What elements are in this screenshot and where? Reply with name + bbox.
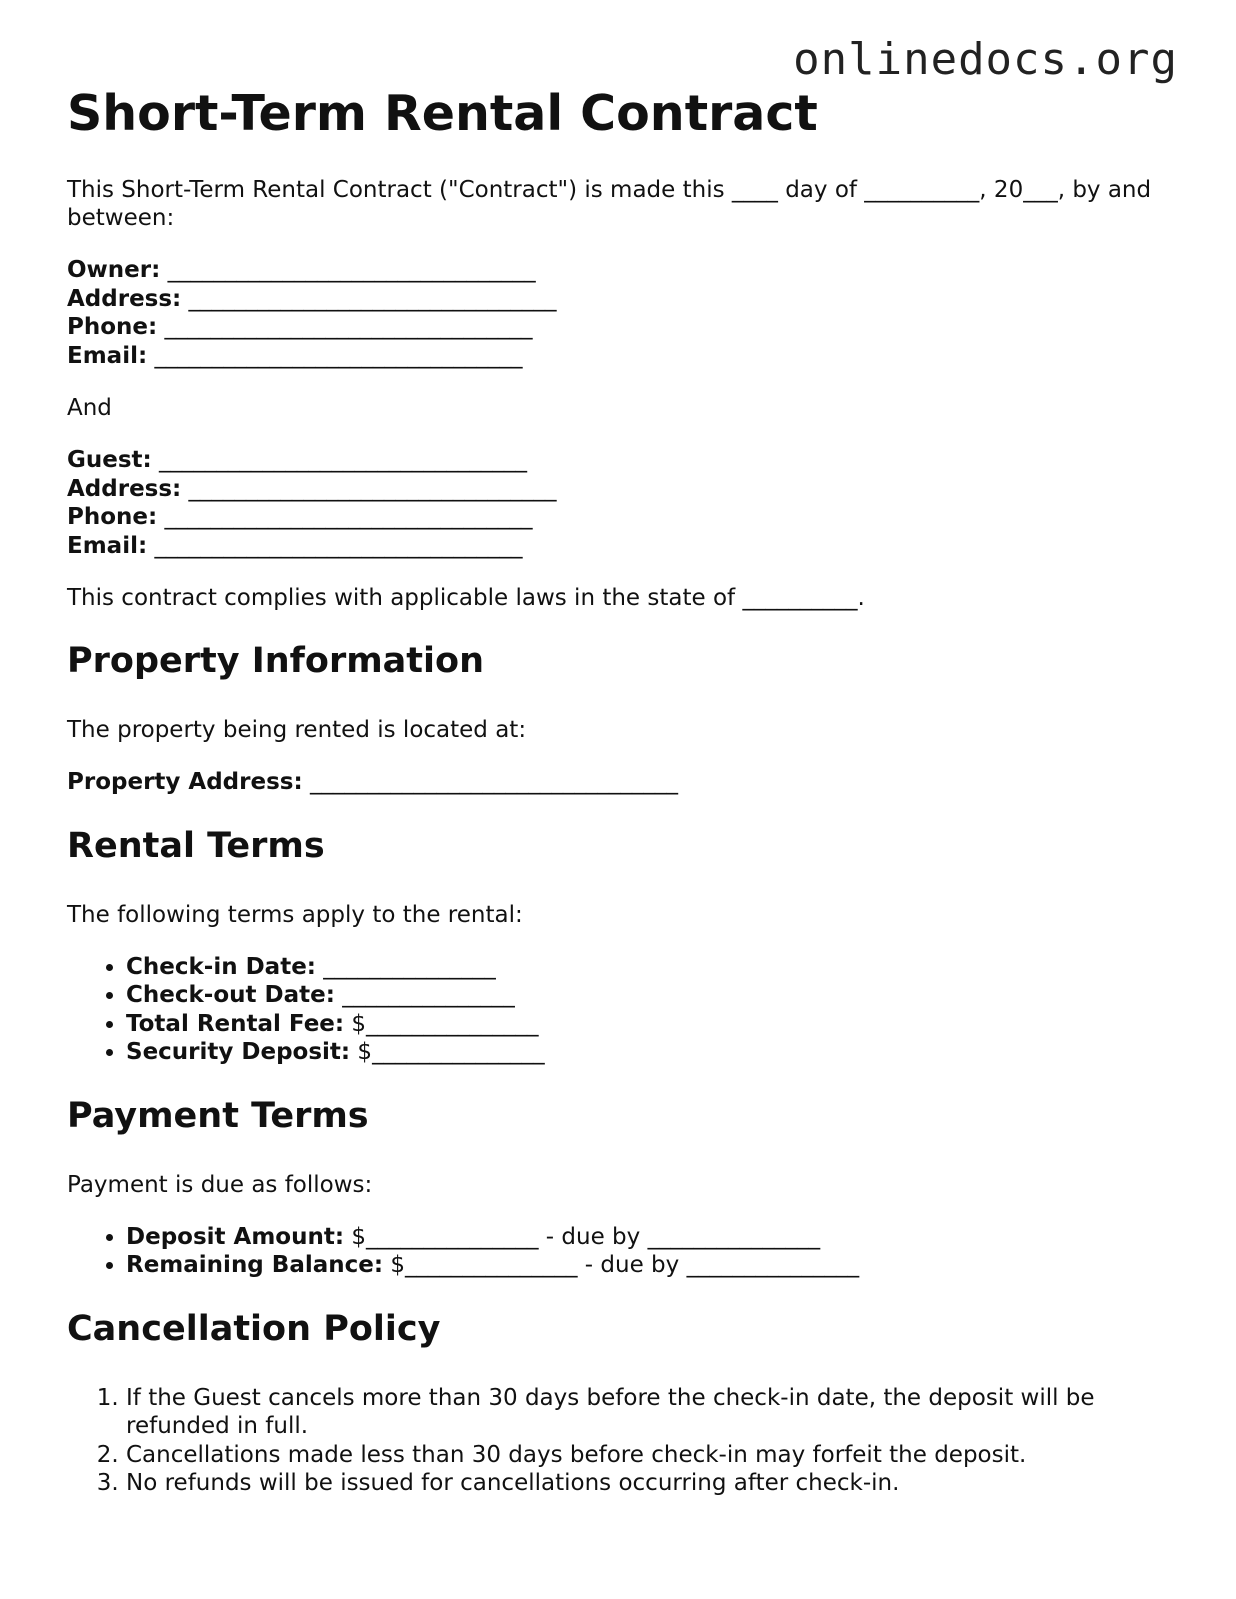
rental-fee-label: Total Rental Fee: (126, 1010, 345, 1037)
guest-phone-label: Phone: (67, 504, 158, 531)
guest-email-label: Email: (67, 532, 148, 559)
property-address-row (67, 768, 1177, 797)
checkin-line: _______________ (316, 953, 496, 980)
list-item (126, 1251, 1177, 1280)
guest-email-row (67, 532, 1177, 561)
checkin-label: Check-in Date: (126, 953, 316, 980)
property-heading: Property Information (67, 641, 484, 682)
guest-name-line: ________________________________ (151, 447, 528, 474)
guest-address-row (67, 475, 1177, 504)
watermark: onlinedocs.org (793, 34, 1178, 85)
guest-address-line: ________________________________ (181, 475, 557, 502)
intro-paragraph: This Short-Term Rental Contract ("Contract") is made this ____ day of __________, 20___, by and between: (67, 177, 1152, 232)
list-item (126, 1038, 1177, 1067)
payment-terms-heading: Payment Terms (67, 1095, 369, 1136)
owner-email-row (67, 342, 1177, 371)
rental-terms-intro: The following terms apply to the rental: (67, 901, 523, 928)
deposit-amount-label: Deposit Amount: (126, 1223, 345, 1250)
remaining-balance-label: Remaining Balance: (126, 1252, 384, 1279)
guest-phone-row (67, 503, 1177, 532)
property-intro: The property being rented is located at: (67, 717, 527, 744)
cancellation-heading: Cancellation Policy (67, 1308, 441, 1349)
payment-terms-list (67, 1223, 1177, 1280)
owner-block (67, 256, 1177, 370)
security-deposit-label: Security Deposit: (126, 1039, 351, 1066)
list-item (126, 1223, 1177, 1252)
guest-row (67, 446, 1177, 475)
owner-phone-label: Phone: (67, 314, 158, 341)
checkout-line: _______________ (334, 982, 515, 1009)
list-item: 2. Cancellations made less than 30 days before check-in may forfeit the deposit. (126, 1441, 1177, 1470)
owner-label: Owner: (67, 257, 161, 284)
guest-block (67, 446, 1177, 560)
rental-terms-list (67, 953, 1177, 1067)
deposit-amount-line: $_______________ - due by _______________ (344, 1223, 821, 1250)
document-title: Short-Term Rental Contract (67, 85, 818, 142)
owner-phone-row (67, 313, 1177, 342)
owner-name-line: ________________________________ (160, 257, 536, 284)
owner-phone-line: ________________________________ (157, 314, 533, 341)
document-page (67, 86, 1177, 1522)
list-item (126, 1010, 1177, 1039)
guest-email-line: ________________________________ (147, 532, 523, 559)
rental-terms-heading: Rental Terms (67, 825, 325, 866)
list-item: 3. No refunds will be issued for cancellations occurring after check-in. (126, 1469, 1177, 1498)
owner-address-line: ________________________________ (181, 285, 557, 312)
list-item (126, 981, 1177, 1010)
cancellation-list (67, 1384, 1177, 1498)
owner-row (67, 256, 1177, 285)
list-item (126, 953, 1177, 982)
guest-address-label: Address: (67, 475, 182, 502)
security-deposit-line: $_______________ (350, 1039, 545, 1066)
guest-phone-line: ________________________________ (157, 504, 533, 531)
remaining-balance-line: $_______________ - due by _______________ (383, 1252, 860, 1279)
rental-fee-line: $_______________ (344, 1010, 539, 1037)
owner-address-row (67, 285, 1177, 314)
checkout-label: Check-out Date: (126, 982, 335, 1009)
property-address-line: ________________________________ (302, 769, 678, 796)
property-address-label: Property Address: (67, 769, 303, 796)
payment-terms-intro: Payment is due as follows: (67, 1171, 373, 1198)
compliance-paragraph: This contract complies with applicable laws in the state of __________. (67, 585, 865, 612)
and-text: And (67, 395, 112, 422)
owner-email-label: Email: (67, 342, 148, 369)
list-item: 1. If the Guest cancels more than 30 days before the check-in date, the deposit will be refunded in full. (126, 1384, 1177, 1441)
owner-email-line: ________________________________ (147, 342, 523, 369)
guest-label: Guest: (67, 447, 152, 474)
owner-address-label: Address: (67, 285, 182, 312)
